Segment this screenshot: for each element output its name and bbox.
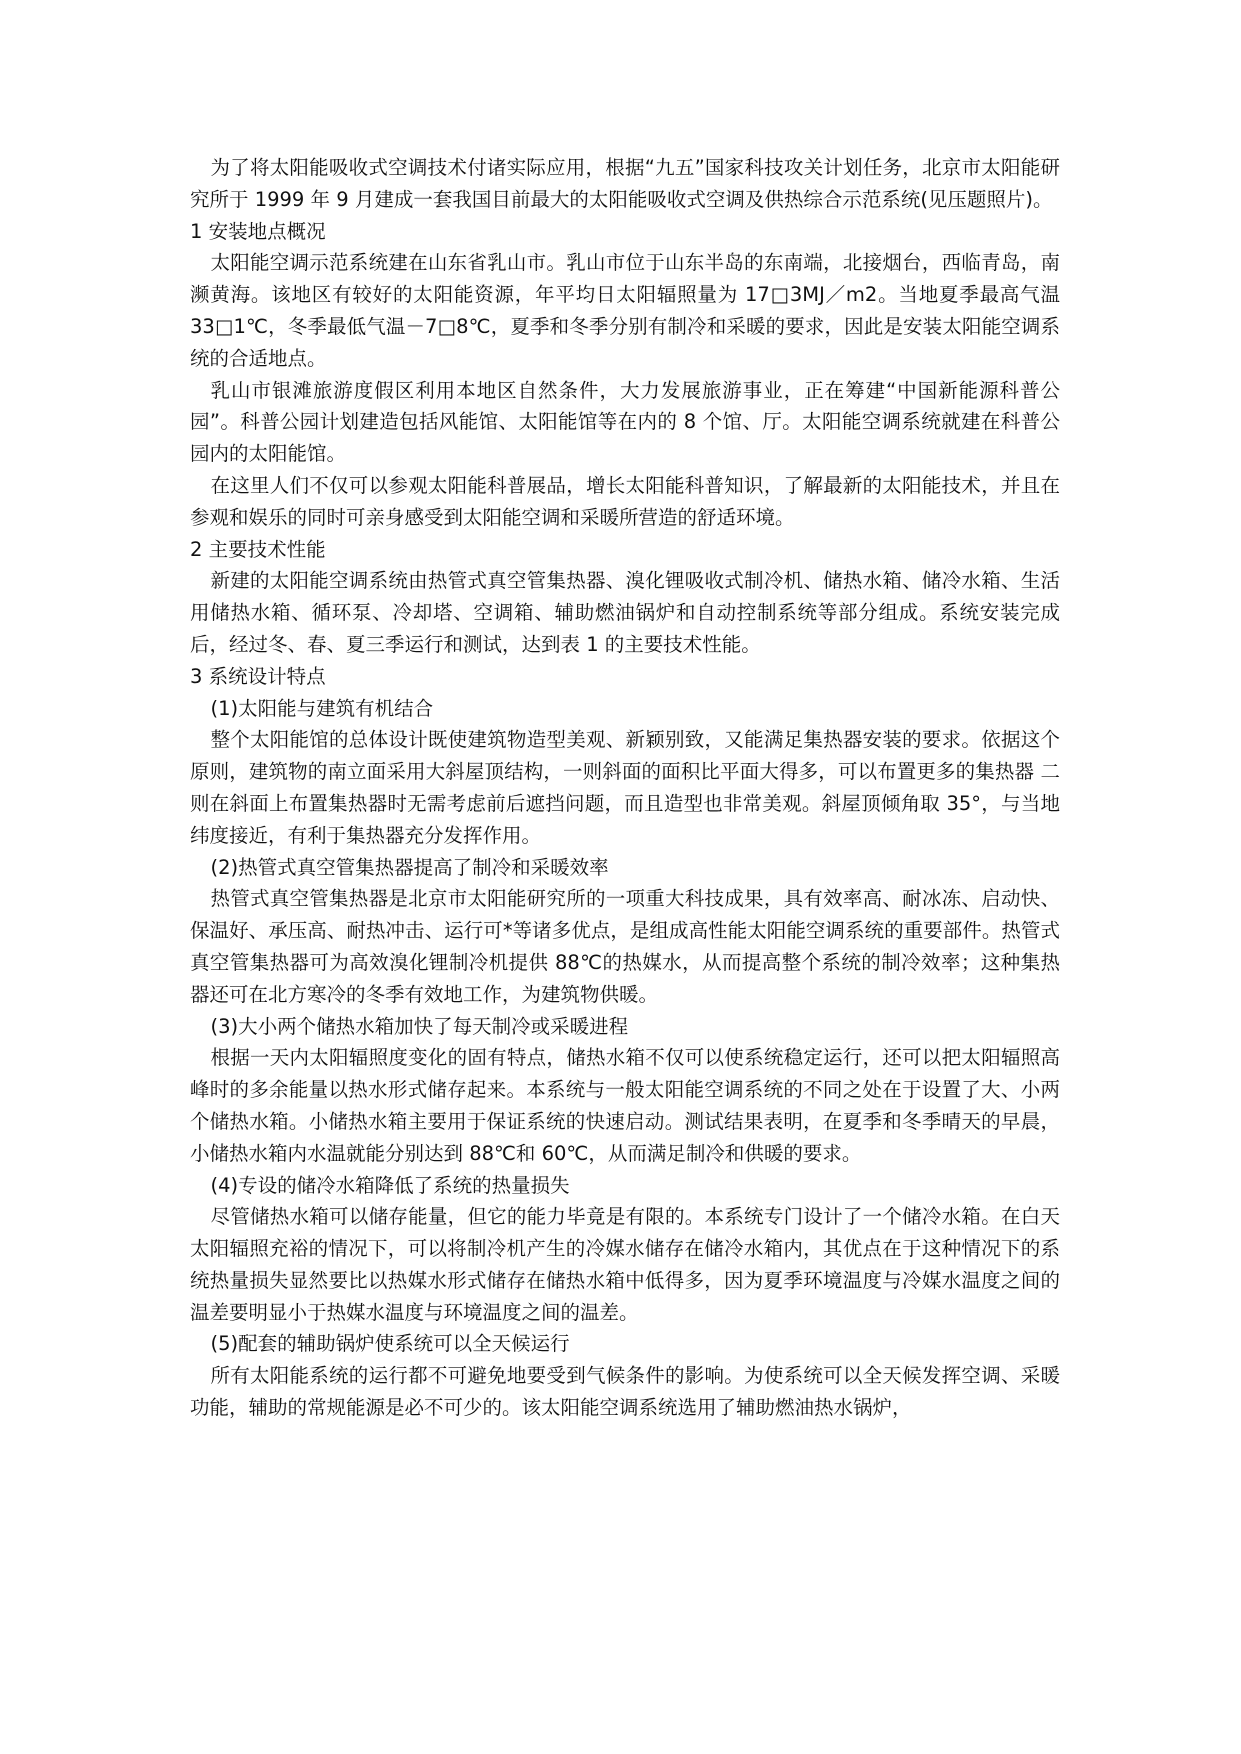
body-paragraph: 所有太阳能系统的运行都不可避免地要受到气候条件的影响。为使系统可以全天候发挥空调、采暖功能，辅助的常规能源是必不可少的。该太阳能空调系统选用了辅助燃油热水锅炉， [190, 1364, 1060, 1420]
subsection-heading-4: (4)专设的储冷水箱降低了系统的热量损失 [210, 1173, 570, 1197]
body-paragraph: 太阳能空调示范系统建在山东省乳山市。乳山市位于山东半岛的东南端，北接烟台，西临青岛，南濒黄海。该地区有较好的太阳能资源，年平均日太阳辐照量为 17□3MJ／m2。当地夏季最高气温 33□1℃，冬季最低气温－7□8℃，夏季和冬季分别有制冷和采暖的要求，因此是安装太阳能空调系统的合适地点。 [190, 251, 1060, 370]
intro-paragraph: 为了将太阳能吸收式空调技术付诸实际应用，根据“九五”国家科技攻关计划任务，北京市太阳能研究所于 1999 年 9 月建成一套我国目前最大的太阳能吸收式空调及供热综合示范系统(见压题照片)。 [190, 156, 1060, 211]
document-body [190, 152, 1060, 1424]
body-paragraph: 乳山市银滩旅游度假区利用本地区自然条件，大力发展旅游事业，正在筹建“中国新能源科普公园”。科普公园计划建造包括风能馆、太阳能馆等在内的 8 个馆、厅。太阳能空调系统就建在科普公园内的太阳能馆。 [190, 378, 1060, 466]
body-paragraph: 尽管储热水箱可以储存能量，但它的能力毕竟是有限的。本系统专门设计了一个储冷水箱。在白天太阳辐照充裕的情况下，可以将制冷机产生的冷媒水储存在储冷水箱内，其优点在于这种情况下的系统热量损失显然要比以热媒水形式储存在储热水箱中低得多，因为夏季环境温度与冷媒水温度之间的温差要明显小于热媒水温度与环境温度之间的温差。 [190, 1205, 1060, 1324]
subsection-heading-1: (1)太阳能与建筑有机结合 [210, 696, 434, 720]
section-heading-2: 2 主要技术性能 [190, 537, 326, 561]
body-paragraph: 新建的太阳能空调系统由热管式真空管集热器、溴化锂吸收式制冷机、储热水箱、储冷水箱、生活用储热水箱、循环泵、冷却塔、空调箱、辅助燃油锅炉和自动控制系统等部分组成。系统安装完成后，经过冬、春、夏三季运行和测试，达到表 1 的主要技术性能。 [190, 569, 1060, 656]
body-paragraph: 整个太阳能馆的总体设计既使建筑物造型美观、新颖别致，又能满足集热器安装的要求。依据这个原则，建筑物的南立面采用大斜屋顶结构，一则斜面的面积比平面大得多，可以布置更多的集热器 二则在斜面上布置集热器时无需考虑前后遮挡问题，而且造型也非常美观。斜屋顶倾角取 35°，与当地纬度接近，有利于集热器充分发挥作用。 [190, 728, 1060, 847]
subsection-heading-2: (2)热管式真空管集热器提高了制冷和采暖效率 [210, 855, 609, 879]
body-paragraph: 热管式真空管集热器是北京市太阳能研究所的一项重大科技成果，具有效率高、耐冰冻、启动快、保温好、承压高、耐热冲击、运行可*等诸多优点，是组成高性能太阳能空调系统的重要部件。热管式真空管集热器可为高效溴化锂制冷机提供 88℃的热媒水，从而提高整个系统的制冷效率；这种集热器还可在北方寒冷的冬季有效地工作，为建筑物供暖。 [190, 887, 1060, 1006]
section-heading-3: 3 系统设计特点 [190, 664, 326, 688]
subsection-heading-5: (5)配套的辅助锅炉使系统可以全天候运行 [210, 1332, 570, 1356]
body-paragraph: 根据一天内太阳辐照度变化的固有特点，储热水箱不仅可以使系统稳定运行，还可以把太阳辐照高峰时的多余能量以热水形式储存起来。本系统与一般太阳能空调系统的不同之处在于设置了大、小两个储热水箱。小储热水箱主要用于保证系统的快速启动。测试结果表明，在夏季和冬季晴天的早晨，小储热水箱内水温就能分别达到 88℃和 60℃，从而满足制冷和供暖的要求。 [190, 1046, 1060, 1165]
section-heading-1: 1 安装地点概况 [190, 219, 326, 243]
subsection-heading-3: (3)大小两个储热水箱加快了每天制冷或采暖进程 [210, 1014, 629, 1038]
body-paragraph: 在这里人们不仅可以参观太阳能科普展品，增长太阳能科普知识，了解最新的太阳能技术，并且在参观和娱乐的同时可亲身感受到太阳能空调和采暖所营造的舒适环境。 [190, 473, 1060, 529]
